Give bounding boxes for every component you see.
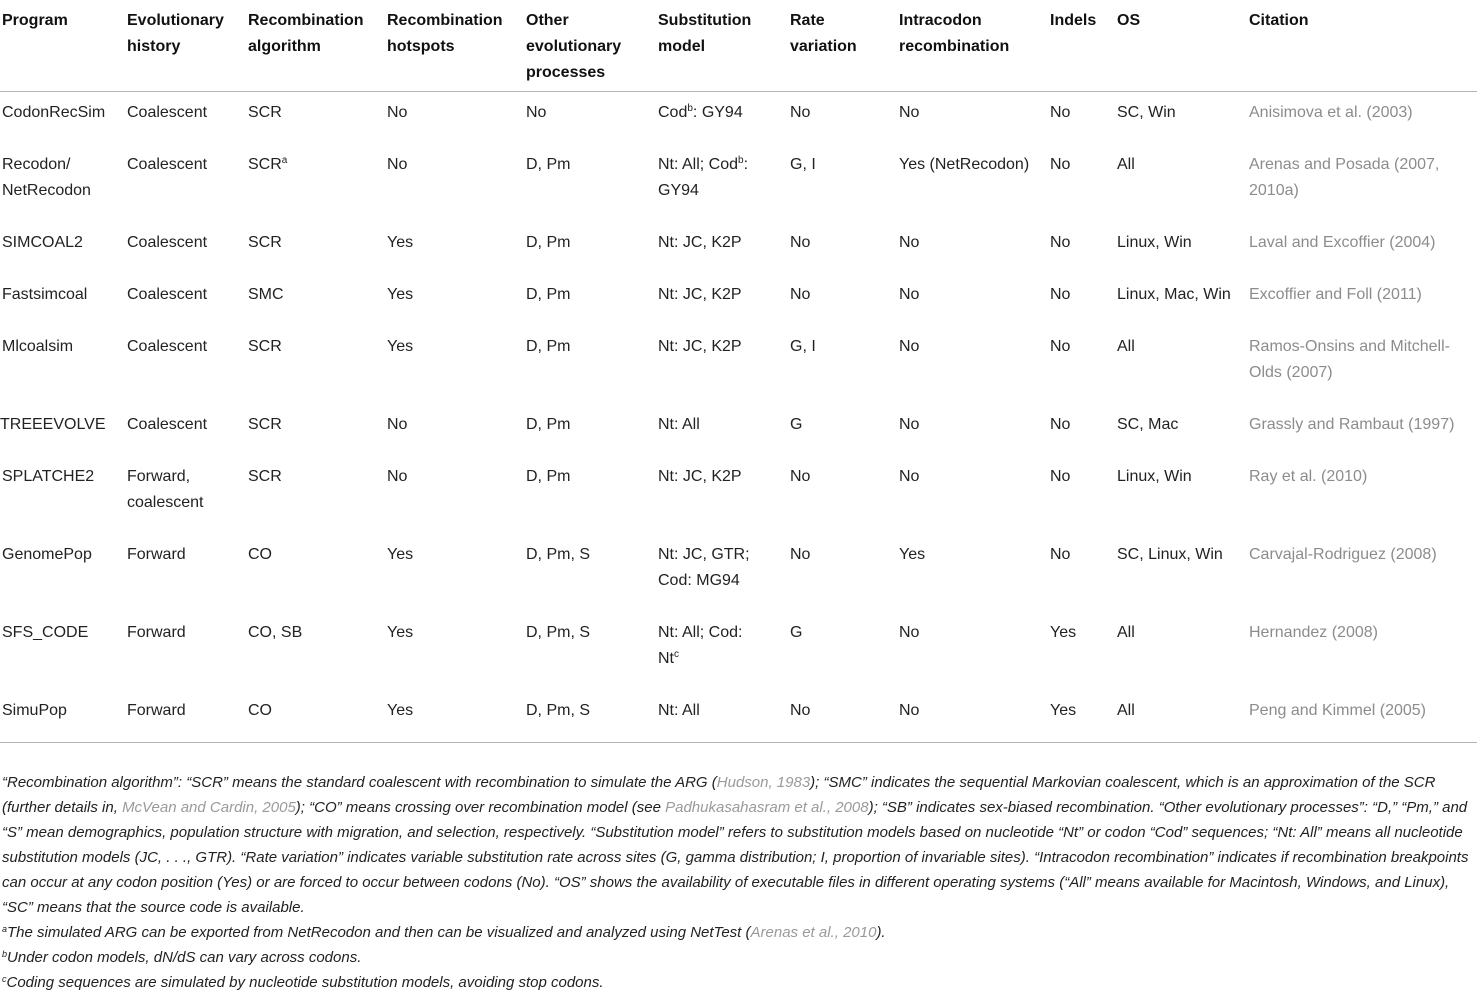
table-row (0, 404, 1477, 456)
header-hotspots: Recombination hotspots (387, 12, 503, 55)
table-footnotes (2, 770, 1475, 995)
cell-rate: No (790, 546, 811, 563)
header-substitution: Substitution model (658, 12, 752, 55)
cell-hotspots: Yes (387, 702, 414, 719)
cell-rate: No (790, 286, 811, 303)
cell-indels: No (1050, 286, 1071, 303)
cell-algorithm: CO, SB (248, 624, 303, 641)
cell-intracodon: No (899, 234, 920, 251)
cell-program: SFS_CODE (2, 624, 89, 641)
cell-history: Coalescent (127, 416, 208, 433)
header-rate: Rate variation (790, 12, 857, 55)
cell-other: D, Pm (526, 286, 571, 303)
cell-algorithm: SCR (248, 416, 282, 433)
cell-intracodon: No (899, 468, 920, 485)
cell-indels: No (1050, 338, 1071, 355)
cell-indels: No (1050, 156, 1071, 173)
cell-rate: G, I (790, 156, 816, 173)
cell-history: Coalescent (127, 156, 208, 173)
cell-rate: G (790, 416, 803, 433)
header-intracodon: Intracodon recombination (899, 12, 1010, 55)
cell-os: SC, Linux, Win (1117, 546, 1223, 563)
table-row (0, 612, 1477, 690)
table-row (0, 92, 1477, 145)
footnote-a: $^a$The simulated ARG can be exported from NetRecodon and then can be visualized and analyzed using NetTest (Arenas et al., 2010). (2, 924, 886, 941)
table-row (0, 222, 1477, 274)
cell-intracodon: No (899, 416, 920, 433)
cell-hotspots: No (387, 156, 408, 173)
cell-history: Coalescent (127, 338, 208, 355)
cell-os: All (1117, 338, 1135, 355)
cell-rate: No (790, 234, 811, 251)
table-row (0, 456, 1477, 534)
header-algorithm: Recombination algorithm (248, 12, 364, 55)
cell-substitution: Nt: All; Cod: Nt$^c$ (658, 624, 743, 667)
cell-history: Forward (127, 546, 186, 563)
table-row (0, 534, 1477, 612)
cell-algorithm: CO (248, 702, 272, 719)
cell-citation-link[interactable]: Peng and Kimmel (2005) (1249, 702, 1426, 719)
header-row (0, 0, 1477, 92)
cell-citation-link[interactable]: Arenas and Posada (2007, 2010a) (1249, 156, 1440, 199)
cell-os: All (1117, 624, 1135, 641)
header-os: OS (1117, 12, 1141, 29)
cell-other: No (526, 104, 547, 121)
cell-substitution: Nt: JC, K2P (658, 286, 742, 303)
cell-other: D, Pm, S (526, 624, 591, 641)
cell-os: Linux, Win (1117, 468, 1192, 485)
cell-history: Forward (127, 624, 186, 641)
cell-os: Linux, Win (1117, 234, 1192, 251)
cell-hotspots: Yes (387, 338, 414, 355)
legend-paragraph: “Recombination algorithm”: “SCR” means the standard coalescent with recombination to simulate the ARG (Hudson, 1983); “SMC” indicates the sequential Markovian coalescent, which is an approximation of the SCR (further details in, McVean and Cardin, 2005); “CO” means crossing over recombination model (see Padhukasahasram et al., 2008); “SB” indicates sex-biased recombination. “Other evolutionary processes”: “D,” “Pm,” and “S” mean demographics, population structure with migration, and selection, respectively. “Substitution model” refers to substitution models based on nucleotide “Nt” or codon “Cod” sequences; “Nt: All” means all nucleotide substitution models (JC, . . ., GTR). “Rate variation” indicates variable substitution rate across sites (G, gamma distribution; I, proportion of invariable sites). “Intracodon recombination” indicates if recombination breakpoints can occur at any codon position (Yes) or are forced to occur between codons (No). “OS” shows the availability of executable files in different operating systems (“All” means available for Macintosh, Windows, and Linux), “SC” means that the source code is available. (2, 774, 1469, 916)
cell-rate: No (790, 468, 811, 485)
ref-link[interactable]: Arenas et al., 2010 (750, 924, 877, 941)
cell-hotspots: Yes (387, 624, 414, 641)
cell-intracodon: Yes (899, 546, 926, 563)
table-row (0, 326, 1477, 404)
ref-link[interactable]: Hudson, 1983 (716, 774, 811, 791)
cell-substitution: Nt: JC, K2P (658, 338, 742, 355)
cell-history: Forward (127, 702, 186, 719)
cell-rate: G, I (790, 338, 816, 355)
cell-citation-link[interactable]: Excoffier and Foll (2011) (1249, 286, 1422, 303)
cell-indels: No (1050, 104, 1071, 121)
cell-other: D, Pm (526, 468, 571, 485)
cell-citation-link[interactable]: Grassly and Rambaut (1997) (1249, 416, 1455, 433)
header-history: Evolutionary history (127, 12, 224, 55)
cell-substitution: Nt: JC, K2P (658, 468, 742, 485)
cell-substitution: Nt: All (658, 702, 700, 719)
cell-citation-link[interactable]: Ramos-Onsins and Mitchell-Olds (2007) (1249, 338, 1450, 381)
cell-intracodon: Yes (NetRecodon) (899, 156, 1030, 173)
cell-indels: No (1050, 234, 1071, 251)
cell-intracodon: No (899, 338, 920, 355)
cell-program: Recodon/ NetRecodon (2, 156, 91, 199)
cell-hotspots: No (387, 416, 408, 433)
cell-program: GenomePop (2, 546, 92, 563)
cell-hotspots: No (387, 104, 408, 121)
cell-rate: No (790, 702, 811, 719)
cell-intracodon: No (899, 104, 920, 121)
cell-hotspots: Yes (387, 286, 414, 303)
cell-program: CodonRecSim (2, 104, 106, 121)
cell-other: D, Pm (526, 234, 571, 251)
header-other-processes: Other evolutionary processes (526, 12, 622, 81)
cell-citation-link[interactable]: Laval and Excoffier (2004) (1249, 234, 1436, 251)
cell-algorithm: SCR (248, 234, 282, 251)
cell-intracodon: No (899, 702, 920, 719)
header-program: Program (2, 12, 68, 29)
table-row (0, 144, 1477, 222)
header-indels: Indels (1050, 12, 1097, 29)
cell-history: Forward, coalescent (127, 468, 204, 511)
cell-hotspots: Yes (387, 546, 414, 563)
cell-algorithm: SCR (248, 104, 282, 121)
cell-history: Coalescent (127, 234, 208, 251)
ref-link[interactable]: Padhukasahasram et al., 2008 (665, 799, 869, 816)
cell-other: D, Pm, S (526, 546, 591, 563)
cell-citation-link[interactable]: Hernandez (2008) (1249, 624, 1378, 641)
header-citation: Citation (1249, 12, 1309, 29)
cell-algorithm: SCR$^a$ (248, 155, 288, 173)
cell-history: Coalescent (127, 104, 208, 121)
cell-indels: No (1050, 416, 1071, 433)
cell-os: Linux, Mac, Win (1117, 286, 1231, 303)
cell-substitution: Nt: All (658, 416, 700, 433)
table-row (0, 274, 1477, 326)
cell-other: D, Pm (526, 156, 571, 173)
cell-algorithm: CO (248, 546, 272, 563)
cell-hotspots: No (387, 468, 408, 485)
cell-indels: No (1050, 468, 1071, 485)
cell-os: SC, Win (1117, 104, 1176, 121)
cell-indels: Yes (1050, 624, 1077, 641)
cell-hotspots: Yes (387, 234, 414, 251)
cell-substitution: Nt: JC, GTR; Cod: MG94 (658, 546, 750, 589)
cell-other: D, Pm (526, 416, 571, 433)
cell-indels: No (1050, 546, 1071, 563)
cell-rate: G (790, 624, 803, 641)
table-row (0, 690, 1477, 743)
cell-algorithm: SCR (248, 338, 282, 355)
cell-os: All (1117, 156, 1135, 173)
cell-program: SIMCOAL2 (2, 234, 83, 251)
cell-indels: Yes (1050, 702, 1077, 719)
cell-program: Fastsimcoal (2, 286, 88, 303)
cell-intracodon: No (899, 624, 920, 641)
cell-history: Coalescent (127, 286, 208, 303)
cell-other: D, Pm (526, 338, 571, 355)
cell-os: SC, Mac (1117, 416, 1179, 433)
cell-intracodon: No (899, 286, 920, 303)
cell-rate: No (790, 104, 811, 121)
cell-citation-link[interactable]: Ray et al. (2010) (1249, 468, 1368, 485)
ref-link[interactable]: McVean and Cardin, 2005 (122, 799, 296, 816)
footnote-c: $^c$Coding sequences are simulated by nucleotide substitution models, avoiding stop codons. (2, 974, 604, 991)
cell-substitution: Cod$^b$: GY94 (658, 103, 743, 121)
cell-algorithm: SCR (248, 468, 282, 485)
cell-program: SPLATCHE2 (2, 468, 95, 485)
cell-program: SimuPop (2, 702, 67, 719)
cell-substitution: Nt: All; Cod$^b$: GY94 (658, 155, 749, 199)
cell-os: All (1117, 702, 1135, 719)
cell-citation-link[interactable]: Anisimova et al. (2003) (1249, 104, 1413, 121)
cell-algorithm: SMC (248, 286, 284, 303)
cell-citation-link[interactable]: Carvajal-Rodriguez (2008) (1249, 546, 1437, 563)
footnote-b: $^b$Under codon models, dN/dS can vary across codons. (2, 949, 362, 966)
cell-substitution: Nt: JC, K2P (658, 234, 742, 251)
cell-other: D, Pm, S (526, 702, 591, 719)
cell-program: TREEEVOLVE (0, 416, 106, 433)
cell-program: Mlcoalsim (2, 338, 74, 355)
